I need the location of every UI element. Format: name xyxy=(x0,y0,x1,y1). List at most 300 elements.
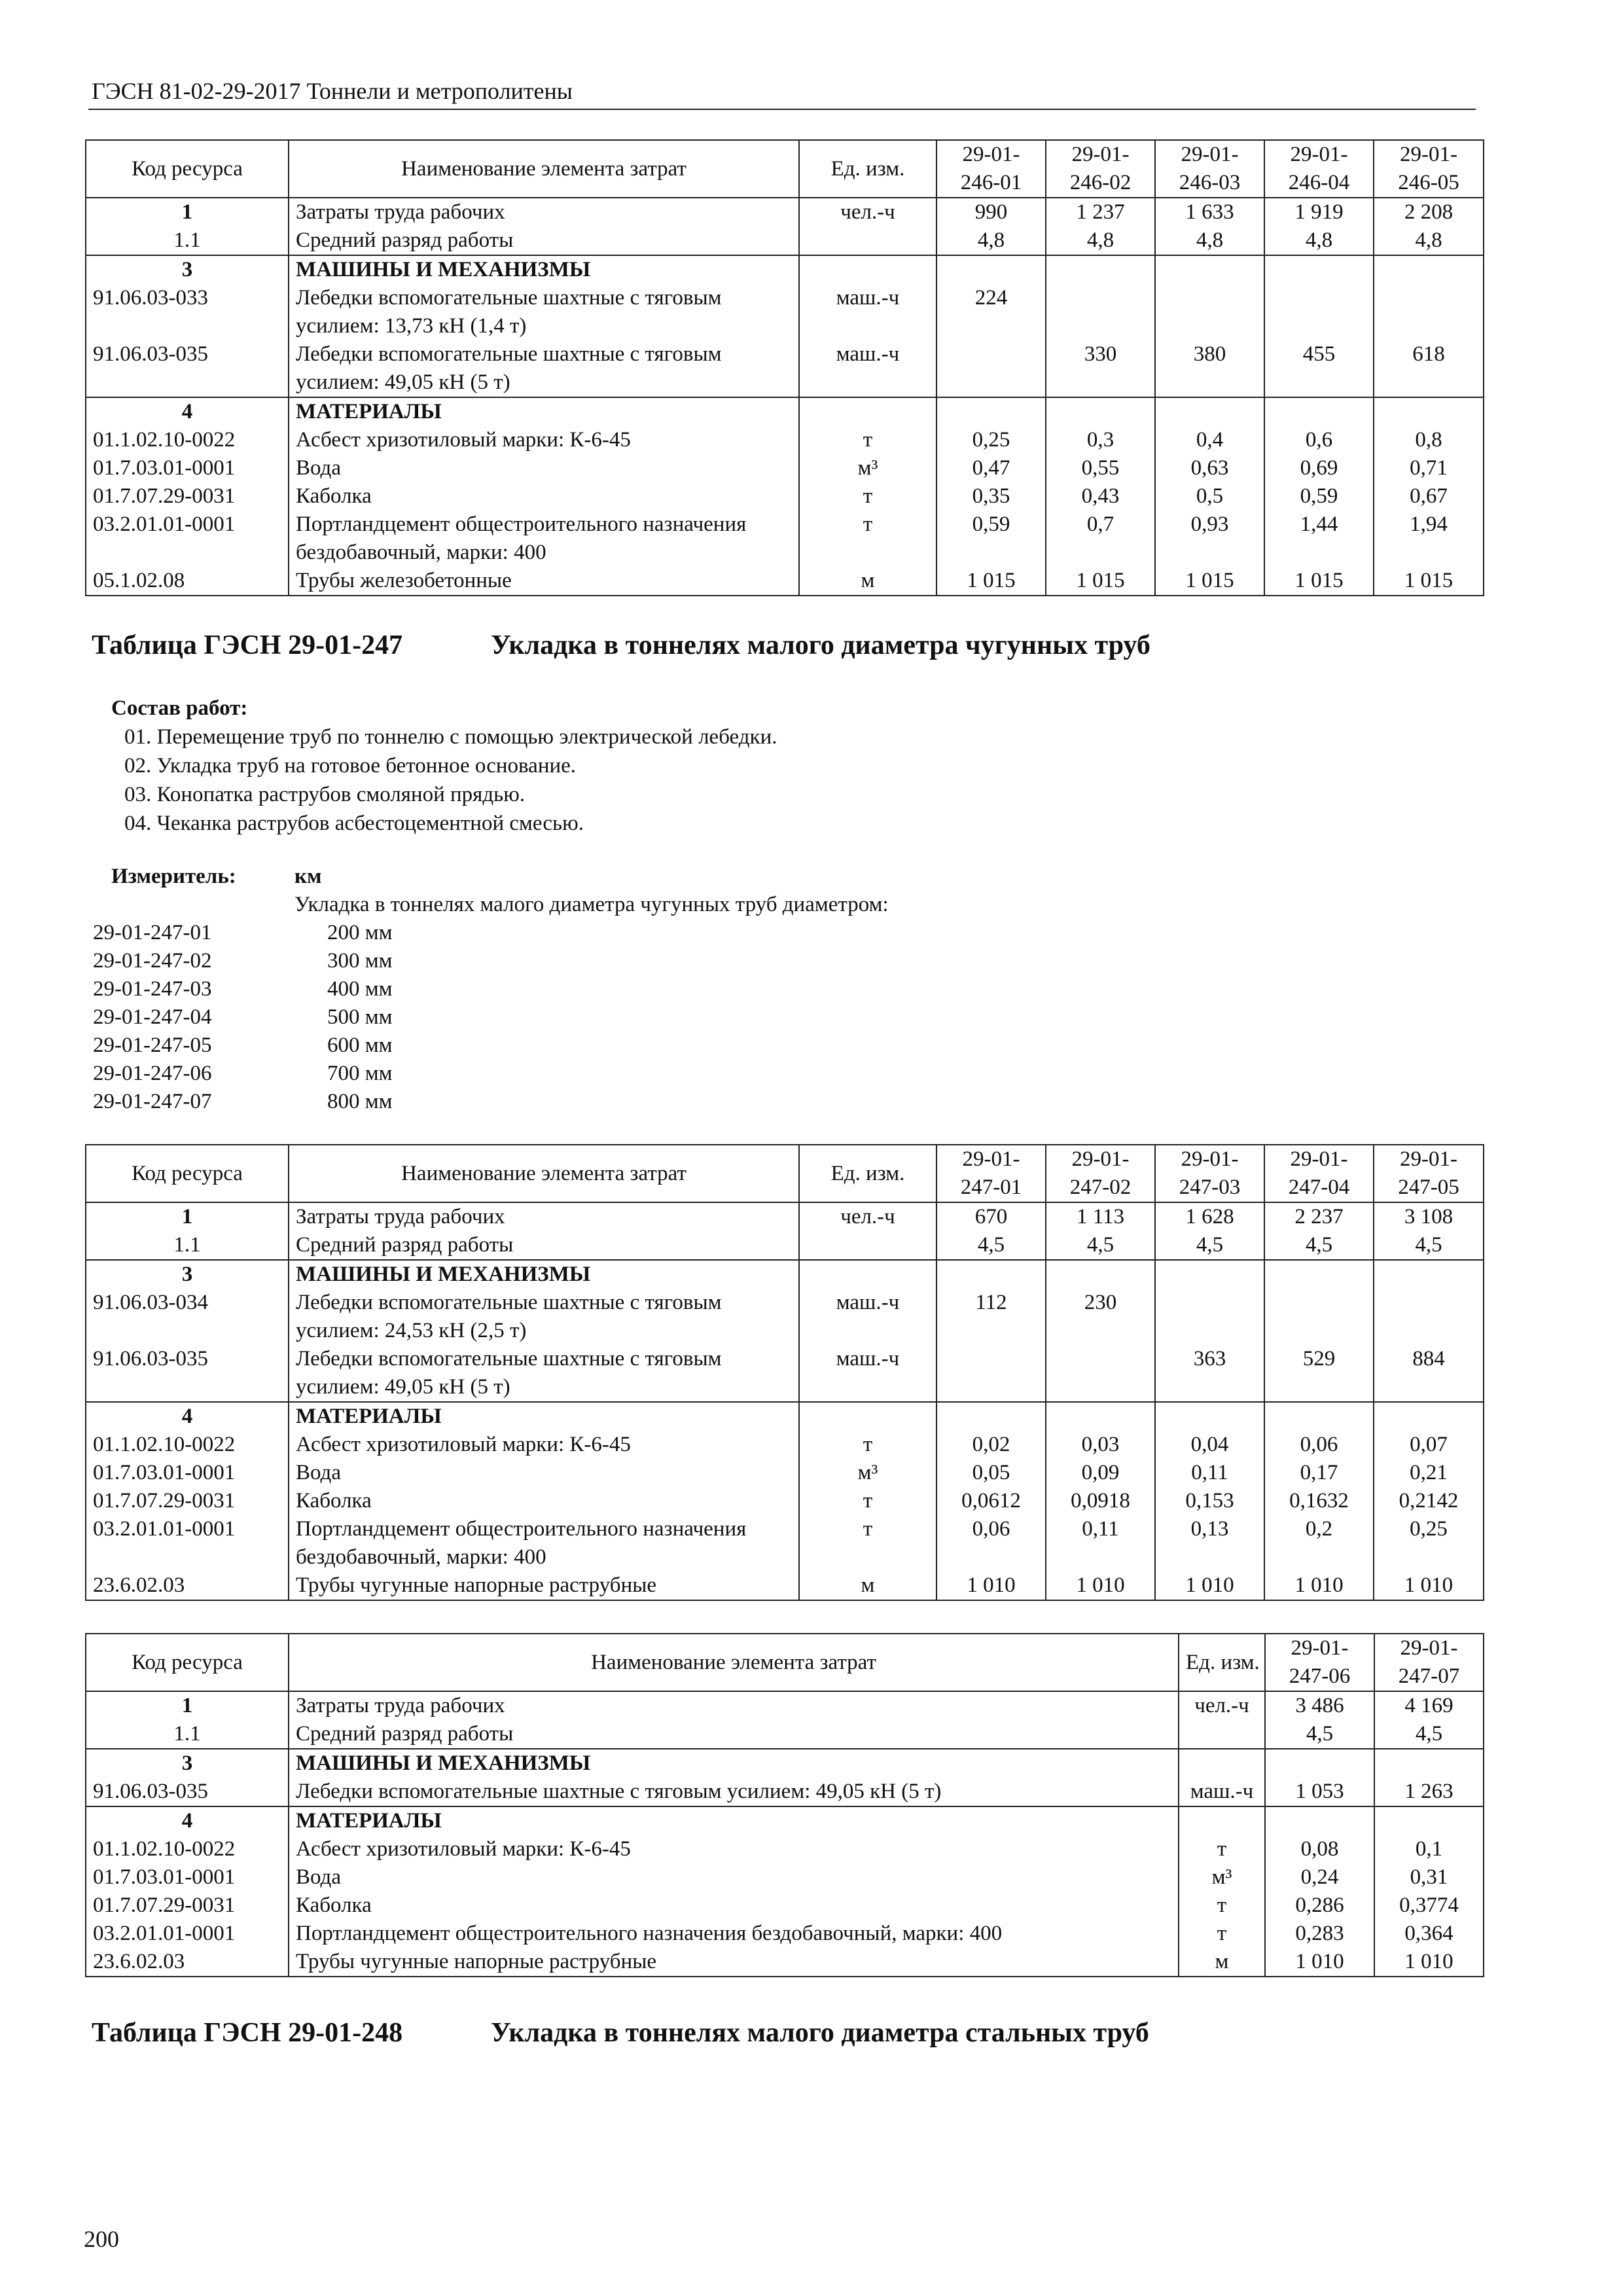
header-resource-code: Код ресурса xyxy=(86,140,289,198)
table-row xyxy=(86,511,1484,567)
cost-element-cell: МАШИНЫ И МЕХАНИЗМЫ xyxy=(289,1749,1179,1778)
operation-item: 02. Укладка труб на готовое бетонное основание. xyxy=(124,754,577,778)
header-norm-code: 29-01-246-02 xyxy=(1046,140,1155,198)
table-row xyxy=(86,1345,1484,1402)
cost-element-cell: МАТЕРИАЛЫ xyxy=(289,1402,799,1431)
value-cell: 0,7 xyxy=(1046,511,1155,567)
value-cell: 0,31 xyxy=(1374,1863,1484,1892)
value-cell: 0,63 xyxy=(1155,454,1264,482)
value-cell: 990 xyxy=(936,198,1046,226)
value-cell: 0,09 xyxy=(1046,1459,1155,1487)
table-row xyxy=(86,226,1484,255)
resource-code-cell: 4 xyxy=(86,1806,289,1835)
value-cell: 0,1 xyxy=(1374,1835,1484,1863)
unit-cell: маш.-ч xyxy=(799,284,936,340)
resource-code-cell: 1.1 xyxy=(86,1231,289,1260)
header-norm-code: 29-01-247-07 xyxy=(1374,1634,1484,1691)
value-cell: 0,11 xyxy=(1046,1515,1155,1571)
table-label: Таблица ГЭСН 29-01-248 xyxy=(92,2018,403,2048)
resource-table-247-part2 xyxy=(85,1633,1484,1977)
cost-element-cell: Затраты труда рабочих xyxy=(289,198,799,226)
resource-code-cell: 03.2.01.01-0001 xyxy=(86,1920,289,1948)
table-row xyxy=(86,1571,1484,1600)
table-row xyxy=(86,198,1484,226)
table-title-248 xyxy=(92,2017,1149,2049)
header-norm-code: 29-01-247-02 xyxy=(1046,1145,1155,1202)
unit-cell: м xyxy=(799,567,936,596)
value-cell: 1 113 xyxy=(1046,1202,1155,1231)
variant-row xyxy=(92,1031,1139,1060)
value-cell: 4,5 xyxy=(1374,1720,1484,1749)
resource-code-cell: 3 xyxy=(86,255,289,284)
operation-item: 01. Перемещение труб по тоннелю с помощью электрической лебедки. xyxy=(124,725,777,749)
table-row xyxy=(86,1260,1484,1289)
cost-element-cell: Трубы чугунные напорные раструбные xyxy=(289,1571,799,1600)
unit-cell xyxy=(1179,1806,1265,1835)
value-cell xyxy=(1155,255,1264,284)
value-cell: 230 xyxy=(1046,1289,1155,1345)
cost-element-cell: Лебедки вспомогательные шахтные с тяговым усилием: 24,53 кН (2,5 т) xyxy=(289,1289,799,1345)
header-norm-code: 29-01-247-03 xyxy=(1155,1145,1264,1202)
value-cell: 1 633 xyxy=(1155,198,1264,226)
variant-row xyxy=(92,1060,1139,1088)
table-header-row xyxy=(86,140,1484,198)
resource-code-cell: 1.1 xyxy=(86,226,289,255)
table-row xyxy=(86,255,1484,284)
resource-table-246 xyxy=(85,139,1484,596)
value-cell: 0,43 xyxy=(1046,482,1155,511)
cost-element-cell: Каболка xyxy=(289,1487,799,1515)
table-row xyxy=(86,1720,1484,1749)
variant-size: 500 мм xyxy=(327,1005,393,1029)
unit-cell: м³ xyxy=(799,454,936,482)
table-row xyxy=(86,1289,1484,1345)
value-cell xyxy=(1264,397,1374,426)
value-cell: 0,3774 xyxy=(1374,1892,1484,1920)
value-cell: 1 015 xyxy=(936,567,1046,596)
header-divider xyxy=(88,109,1476,110)
variant-size: 800 мм xyxy=(327,1090,393,1113)
unit-cell xyxy=(799,1260,936,1289)
resource-code-cell: 05.1.02.08 xyxy=(86,567,289,596)
header-unit: Ед. изм. xyxy=(799,140,936,198)
resource-code-cell: 01.1.02.10-0022 xyxy=(86,1835,289,1863)
header-norm-code: 29-01-246-04 xyxy=(1264,140,1374,198)
table-body xyxy=(86,198,1484,596)
unit-cell: чел.-ч xyxy=(1179,1691,1265,1720)
value-cell xyxy=(1264,284,1374,340)
value-cell xyxy=(936,397,1046,426)
resource-code-cell: 03.2.01.01-0001 xyxy=(86,511,289,567)
value-cell: 618 xyxy=(1374,340,1484,397)
work-composition xyxy=(111,694,777,838)
value-cell: 4,8 xyxy=(1155,226,1264,255)
unit-cell: т xyxy=(799,1431,936,1459)
table-row xyxy=(86,454,1484,482)
table-row xyxy=(86,1459,1484,1487)
unit-cell: маш.-ч xyxy=(799,1289,936,1345)
variant-code: 29-01-247-03 xyxy=(93,977,212,1001)
value-cell: 4,8 xyxy=(1374,226,1484,255)
cost-element-cell: Вода xyxy=(289,1459,799,1487)
cost-element-cell: Лебедки вспомогательные шахтные с тяговым усилием: 49,05 кН (5 т) xyxy=(289,1778,1179,1806)
value-cell: 0,59 xyxy=(1264,482,1374,511)
value-cell: 0,07 xyxy=(1374,1431,1484,1459)
header-cost-element: Наименование элемента затрат xyxy=(289,1634,1179,1691)
value-cell: 224 xyxy=(936,284,1046,340)
value-cell xyxy=(1264,255,1374,284)
value-cell: 4,5 xyxy=(1265,1720,1374,1749)
value-cell: 1 010 xyxy=(1046,1571,1155,1600)
value-cell: 0,35 xyxy=(936,482,1046,511)
value-cell: 1 015 xyxy=(1046,567,1155,596)
unit-cell: м³ xyxy=(799,1459,936,1487)
unit-cell xyxy=(799,1231,936,1260)
value-cell: 0,0918 xyxy=(1046,1487,1155,1515)
value-cell xyxy=(1046,1345,1155,1402)
value-cell: 2 208 xyxy=(1374,198,1484,226)
table-row xyxy=(86,1515,1484,1571)
value-cell: 4,8 xyxy=(1264,226,1374,255)
cost-element-cell: Асбест хризотиловый марки: К-6-45 xyxy=(289,1431,799,1459)
unit-cell: маш.-ч xyxy=(799,1345,936,1402)
value-cell xyxy=(1155,1289,1264,1345)
value-cell: 4,5 xyxy=(1046,1231,1155,1260)
header-norm-code: 29-01-247-04 xyxy=(1264,1145,1374,1202)
value-cell xyxy=(1155,1402,1264,1431)
table-row xyxy=(86,397,1484,426)
cost-element-cell: Трубы железобетонные xyxy=(289,567,799,596)
resource-code-cell: 01.7.03.01-0001 xyxy=(86,1459,289,1487)
unit-cell: т xyxy=(1179,1835,1265,1863)
resource-code-cell: 91.06.03-035 xyxy=(86,1345,289,1402)
value-cell: 1,94 xyxy=(1374,511,1484,567)
unit-cell: т xyxy=(799,482,936,511)
table-row xyxy=(86,482,1484,511)
cost-element-cell: Каболка xyxy=(289,482,799,511)
value-cell: 1 010 xyxy=(1374,1948,1484,1977)
value-cell: 0,93 xyxy=(1155,511,1264,567)
value-cell xyxy=(1046,284,1155,340)
variant-row xyxy=(92,1088,1139,1116)
table-title-247 xyxy=(92,630,1150,661)
variant-size: 400 мм xyxy=(327,977,393,1001)
value-cell: 1 919 xyxy=(1264,198,1374,226)
cost-element-cell: Средний разряд работы xyxy=(289,1231,799,1260)
value-cell: 529 xyxy=(1264,1345,1374,1402)
cost-element-cell: Асбест хризотиловый марки: К-6-45 xyxy=(289,426,799,454)
header-cost-element: Наименование элемента затрат xyxy=(289,1145,799,1202)
value-cell: 0,0612 xyxy=(936,1487,1046,1515)
cost-element-cell: МАТЕРИАЛЫ xyxy=(289,1806,1179,1835)
table-row xyxy=(86,1863,1484,1892)
value-cell xyxy=(1374,255,1484,284)
variant-size: 200 мм xyxy=(327,921,393,944)
operation-item: 03. Конопатка раструбов смоляной прядью. xyxy=(124,783,526,806)
variant-code: 29-01-247-05 xyxy=(93,1033,212,1057)
variant-size: 600 мм xyxy=(327,1033,393,1057)
unit-cell: м xyxy=(1179,1948,1265,1977)
table-row xyxy=(86,1402,1484,1431)
table-row xyxy=(86,1431,1484,1459)
value-cell xyxy=(1046,1260,1155,1289)
value-cell: 1 010 xyxy=(936,1571,1046,1600)
resource-code-cell: 01.7.07.29-0031 xyxy=(86,482,289,511)
value-cell: 0,08 xyxy=(1265,1835,1374,1863)
header-resource-code: Код ресурса xyxy=(86,1145,289,1202)
value-cell: 4,8 xyxy=(936,226,1046,255)
table-row xyxy=(86,1749,1484,1778)
unit-cell xyxy=(799,255,936,284)
unit-cell xyxy=(799,226,936,255)
value-cell: 884 xyxy=(1374,1345,1484,1402)
value-cell: 0,21 xyxy=(1374,1459,1484,1487)
unit-cell xyxy=(799,1402,936,1431)
value-cell xyxy=(1374,397,1484,426)
table-row xyxy=(86,1835,1484,1863)
value-cell: 0,71 xyxy=(1374,454,1484,482)
value-cell: 363 xyxy=(1155,1345,1264,1402)
resource-code-cell: 4 xyxy=(86,1402,289,1431)
resource-code-cell: 23.6.02.03 xyxy=(86,1948,289,1977)
table-label: Таблица ГЭСН 29-01-247 xyxy=(92,630,403,660)
unit-cell: чел.-ч xyxy=(799,1202,936,1231)
value-cell xyxy=(1046,255,1155,284)
resource-code-cell: 91.06.03-033 xyxy=(86,284,289,340)
value-cell xyxy=(1265,1806,1374,1835)
value-cell xyxy=(1046,397,1155,426)
value-cell: 0,1632 xyxy=(1264,1487,1374,1515)
value-cell: 0,153 xyxy=(1155,1487,1264,1515)
cost-element-cell: Затраты труда рабочих xyxy=(289,1202,799,1231)
value-cell: 0,47 xyxy=(936,454,1046,482)
cost-element-cell: Средний разряд работы xyxy=(289,226,799,255)
value-cell: 1 237 xyxy=(1046,198,1155,226)
header-resource-code: Код ресурса xyxy=(86,1634,289,1691)
value-cell: 0,2 xyxy=(1264,1515,1374,1571)
meter-description: Укладка в тоннелях малого диаметра чугунных труб диаметром: xyxy=(294,893,889,916)
value-cell: 1 010 xyxy=(1264,1571,1374,1600)
value-cell xyxy=(1374,1260,1484,1289)
value-cell xyxy=(1046,1402,1155,1431)
value-cell: 1 010 xyxy=(1374,1571,1484,1600)
value-cell: 1,44 xyxy=(1264,511,1374,567)
value-cell: 0,67 xyxy=(1374,482,1484,511)
resource-code-cell: 3 xyxy=(86,1260,289,1289)
value-cell: 0,286 xyxy=(1265,1892,1374,1920)
value-cell xyxy=(936,255,1046,284)
unit-cell: т xyxy=(799,511,936,567)
resource-code-cell: 01.7.07.29-0031 xyxy=(86,1892,289,1920)
value-cell xyxy=(1374,1749,1484,1778)
unit-cell: м³ xyxy=(1179,1863,1265,1892)
variant-row xyxy=(92,975,1139,1003)
resource-table-247-part1 xyxy=(85,1144,1484,1601)
value-cell xyxy=(1374,1402,1484,1431)
value-cell xyxy=(1374,1289,1484,1345)
variant-code: 29-01-247-02 xyxy=(93,949,212,973)
value-cell xyxy=(1264,1289,1374,1345)
value-cell xyxy=(1374,1806,1484,1835)
value-cell: 1 015 xyxy=(1155,567,1264,596)
value-cell: 1 053 xyxy=(1265,1778,1374,1806)
table-row xyxy=(86,1948,1484,1977)
value-cell: 0,05 xyxy=(936,1459,1046,1487)
value-cell: 0,11 xyxy=(1155,1459,1264,1487)
table-row xyxy=(86,1231,1484,1260)
value-cell xyxy=(1374,284,1484,340)
value-cell: 0,55 xyxy=(1046,454,1155,482)
table-body xyxy=(86,1691,1484,1977)
variant-size: 700 мм xyxy=(327,1062,393,1085)
value-cell: 0,283 xyxy=(1265,1920,1374,1948)
cost-element-cell: Средний разряд работы xyxy=(289,1720,1179,1749)
value-cell: 1 628 xyxy=(1155,1202,1264,1231)
value-cell: 0,03 xyxy=(1046,1431,1155,1459)
value-cell: 4,5 xyxy=(1264,1231,1374,1260)
value-cell: 670 xyxy=(936,1202,1046,1231)
cost-element-cell: МАШИНЫ И МЕХАНИЗМЫ xyxy=(289,255,799,284)
value-cell: 0,4 xyxy=(1155,426,1264,454)
value-cell: 0,25 xyxy=(936,426,1046,454)
value-cell xyxy=(1155,397,1264,426)
value-cell: 2 237 xyxy=(1264,1202,1374,1231)
table-body xyxy=(86,1202,1484,1600)
value-cell: 0,17 xyxy=(1264,1459,1374,1487)
cost-element-cell: Портландцемент общестроительного назначения бездобавочный, марки: 400 xyxy=(289,511,799,567)
value-cell: 0,2142 xyxy=(1374,1487,1484,1515)
meter-unit: км xyxy=(294,865,322,888)
unit-cell: т xyxy=(799,426,936,454)
value-cell xyxy=(1155,1260,1264,1289)
value-cell: 0,364 xyxy=(1374,1920,1484,1948)
cost-element-cell: МАШИНЫ И МЕХАНИЗМЫ xyxy=(289,1260,799,1289)
value-cell: 0,59 xyxy=(936,511,1046,567)
resource-code-cell: 01.7.03.01-0001 xyxy=(86,454,289,482)
cost-element-cell: Затраты труда рабочих xyxy=(289,1691,1179,1720)
value-cell: 112 xyxy=(936,1289,1046,1345)
resource-code-cell: 1 xyxy=(86,198,289,226)
table-row xyxy=(86,1920,1484,1948)
value-cell: 3 486 xyxy=(1265,1691,1374,1720)
cost-element-cell: Трубы чугунные напорные раструбные xyxy=(289,1948,1179,1977)
table-row xyxy=(86,1691,1484,1720)
resource-code-cell: 3 xyxy=(86,1749,289,1778)
variant-code: 29-01-247-04 xyxy=(93,1005,212,1029)
table-header-row xyxy=(86,1634,1484,1691)
table-row xyxy=(86,426,1484,454)
variant-code: 29-01-247-01 xyxy=(93,921,212,944)
composition-title: Состав работ: xyxy=(111,696,248,720)
variant-row xyxy=(92,947,1139,975)
value-cell: 1 015 xyxy=(1264,567,1374,596)
unit-cell: маш.-ч xyxy=(799,340,936,397)
value-cell xyxy=(936,340,1046,397)
value-cell xyxy=(1264,1402,1374,1431)
value-cell: 1 010 xyxy=(1265,1948,1374,1977)
value-cell: 0,13 xyxy=(1155,1515,1264,1571)
unit-cell: т xyxy=(799,1515,936,1571)
value-cell: 0,06 xyxy=(1264,1431,1374,1459)
cost-element-cell: Вода xyxy=(289,1863,1179,1892)
table-name: Укладка в тоннелях малого диаметра стальных труб xyxy=(491,2018,1149,2048)
header-norm-code: 29-01-246-03 xyxy=(1155,140,1264,198)
cost-element-cell: Портландцемент общестроительного назначения бездобавочный, марки: 400 xyxy=(289,1515,799,1571)
cost-element-cell: МАТЕРИАЛЫ xyxy=(289,397,799,426)
resource-code-cell: 1.1 xyxy=(86,1720,289,1749)
value-cell: 4,5 xyxy=(1155,1231,1264,1260)
value-cell xyxy=(936,1402,1046,1431)
value-cell: 4,8 xyxy=(1046,226,1155,255)
header-norm-code: 29-01-246-05 xyxy=(1374,140,1484,198)
table-row xyxy=(86,1487,1484,1515)
cost-element-cell: Вода xyxy=(289,454,799,482)
cost-element-cell: Асбест хризотиловый марки: К-6-45 xyxy=(289,1835,1179,1863)
table-row xyxy=(86,1202,1484,1231)
resource-code-cell: 1 xyxy=(86,1691,289,1720)
resource-code-cell: 1 xyxy=(86,1202,289,1231)
value-cell: 4,5 xyxy=(936,1231,1046,1260)
value-cell: 4 169 xyxy=(1374,1691,1484,1720)
header-norm-code: 29-01-247-05 xyxy=(1374,1145,1484,1202)
resource-code-cell: 01.1.02.10-0022 xyxy=(86,1431,289,1459)
table-row xyxy=(86,340,1484,397)
meter-label: Измеритель: xyxy=(111,865,236,888)
variant-size: 300 мм xyxy=(327,949,393,973)
unit-cell: чел.-ч xyxy=(799,198,936,226)
value-cell: 0,6 xyxy=(1264,426,1374,454)
cost-element-cell: Каболка xyxy=(289,1892,1179,1920)
header-cost-element: Наименование элемента затрат xyxy=(289,140,799,198)
table-row xyxy=(86,1806,1484,1835)
value-cell: 380 xyxy=(1155,340,1264,397)
value-cell: 0,8 xyxy=(1374,426,1484,454)
value-cell: 0,69 xyxy=(1264,454,1374,482)
operation-item: 04. Чеканка раструбов асбестоцементной смесью. xyxy=(124,812,584,835)
unit-cell xyxy=(1179,1749,1265,1778)
variant-code: 29-01-247-06 xyxy=(93,1062,212,1085)
unit-cell xyxy=(799,397,936,426)
value-cell xyxy=(936,1260,1046,1289)
resource-code-cell: 91.06.03-034 xyxy=(86,1289,289,1345)
header-norm-code: 29-01-247-06 xyxy=(1265,1634,1374,1691)
unit-cell: м xyxy=(799,1571,936,1600)
resource-code-cell: 03.2.01.01-0001 xyxy=(86,1515,289,1571)
value-cell: 0,3 xyxy=(1046,426,1155,454)
running-header: ГЭСН 81-02-29-2017 Тоннели и метрополитены xyxy=(92,78,573,104)
table-row xyxy=(86,567,1484,596)
value-cell: 0,02 xyxy=(936,1431,1046,1459)
variant-row xyxy=(92,1003,1139,1031)
header-norm-code: 29-01-246-01 xyxy=(936,140,1046,198)
value-cell: 0,04 xyxy=(1155,1431,1264,1459)
unit-cell xyxy=(1179,1720,1265,1749)
unit-cell: т xyxy=(1179,1920,1265,1948)
variant-code: 29-01-247-07 xyxy=(93,1090,212,1113)
header-unit: Ед. изм. xyxy=(1179,1634,1265,1691)
page-number: 200 xyxy=(84,2226,119,2252)
cost-element-cell: Лебедки вспомогательные шахтные с тяговым усилием: 13,73 кН (1,4 т) xyxy=(289,284,799,340)
table-name: Укладка в тоннелях малого диаметра чугунных труб xyxy=(491,630,1150,660)
value-cell: 330 xyxy=(1046,340,1155,397)
variant-row xyxy=(92,919,1139,947)
value-cell: 0,24 xyxy=(1265,1863,1374,1892)
unit-cell: т xyxy=(1179,1892,1265,1920)
header-unit: Ед. изм. xyxy=(799,1145,936,1202)
table-header-row xyxy=(86,1145,1484,1202)
value-cell xyxy=(1155,284,1264,340)
meter-block xyxy=(92,863,1139,1116)
